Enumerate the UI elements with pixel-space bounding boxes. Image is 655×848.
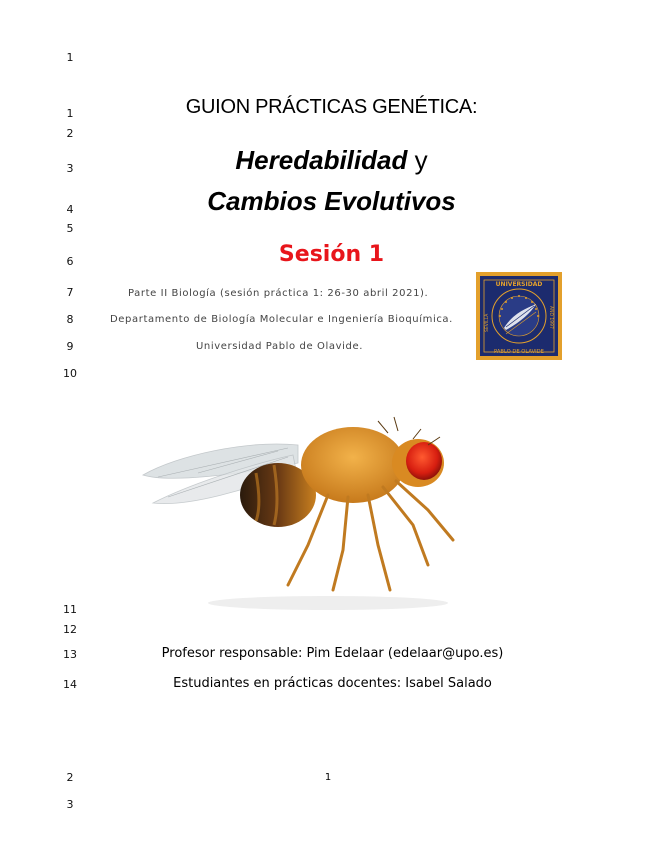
department-info: Departamento de Biología Molecular e Ingeniería Bioquímica. <box>110 314 453 325</box>
fruit-fly-image <box>128 385 483 615</box>
line-number: 2 <box>66 771 74 784</box>
session-label: Sesión 1 <box>278 242 385 267</box>
line-number: 1 <box>66 107 74 120</box>
line-number: 4 <box>66 203 74 216</box>
line-number: 12 <box>63 623 77 636</box>
logo-bottom-text: PABLO DE OLAVIDE <box>494 349 544 355</box>
line-number: 9 <box>66 340 74 353</box>
line-number: 3 <box>66 798 74 811</box>
main-heading-line1 <box>0 145 655 176</box>
line-number: 7 <box>66 286 74 299</box>
university-info: Universidad Pablo de Olavide. <box>196 341 363 352</box>
students-line: Estudiantes en prácticas docentes: Isabel Salado <box>173 676 492 691</box>
line-number: 8 <box>66 313 74 326</box>
line-number: 13 <box>63 648 77 661</box>
page-number: 1 <box>324 772 332 783</box>
course-info: Parte II Biología (sesión práctica 1: 26-30 abril 2021). <box>128 288 429 299</box>
document-title: GUION PRÁCTICAS GENÉTICA: <box>185 96 478 118</box>
professor-line: Profesor responsable: Pim Edelaar (edelaar@upo.es) <box>161 646 504 661</box>
line-number: 14 <box>63 678 77 691</box>
heading-part1: Heredabilidad <box>235 145 408 175</box>
line-number: 5 <box>66 222 74 235</box>
logo-right-text: AÑO 1997 <box>548 306 553 329</box>
line-number: 2 <box>66 127 74 140</box>
main-heading-line2: Cambios Evolutivos <box>207 186 456 216</box>
heading-and: y <box>407 145 428 175</box>
line-number: 10 <box>63 367 77 380</box>
line-number: 11 <box>63 603 77 616</box>
line-number: 3 <box>66 162 74 175</box>
university-logo <box>476 272 562 360</box>
logo-top-text: UNIVERSIDAD <box>495 281 543 288</box>
logo-left-text: SEVILLA <box>485 313 490 332</box>
line-number: 1 <box>66 51 74 64</box>
line-number: 6 <box>66 255 74 268</box>
